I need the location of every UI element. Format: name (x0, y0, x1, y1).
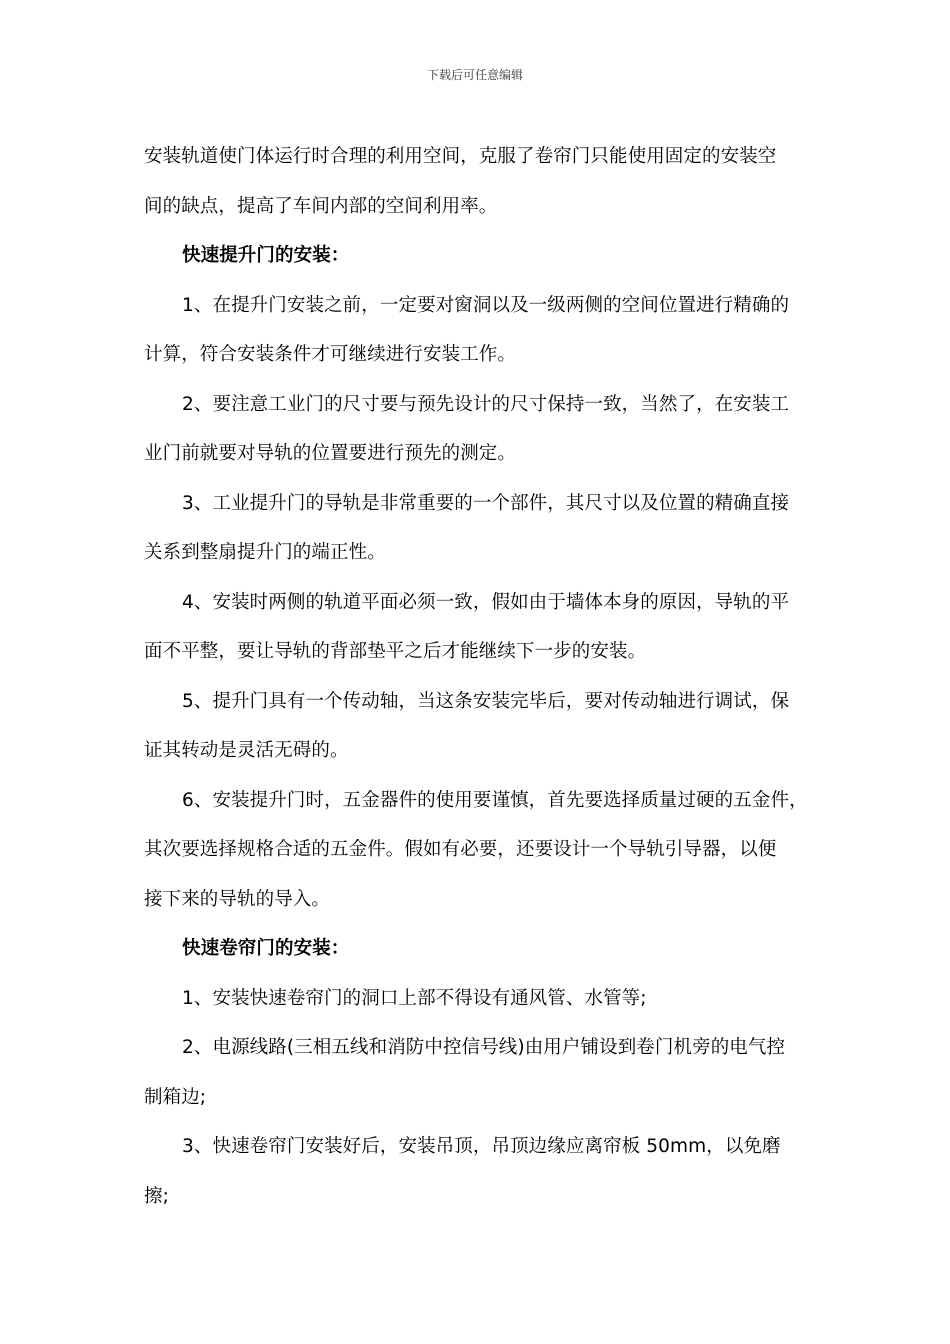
list-item-lift-5: 5、提升门具有一个传动轴，当这条安装完毕后，要对传动轴进行调试，保 (182, 690, 790, 712)
list-item-lift-3: 3、工业提升门的导轨是非常重要的一个部件，其尺寸以及位置的精确直接 (182, 492, 790, 514)
text-line: 业门前就要对导轨的位置要进行预先的测定。 (144, 443, 517, 464)
text-line: 间的缺点，提高了车间内部的空间利用率。 (144, 195, 498, 217)
section-heading-lift-door: 快速提升门的安装： (182, 245, 350, 266)
text-line: 证其转动是灵活无碍的。 (144, 740, 349, 761)
page-header-watermark: 下载后可任意编辑 (426, 68, 523, 82)
text-line: 其次要选择规格合适的五金件。假如有必要，还要设计一个导轨引导器，以便 (144, 839, 777, 860)
text-line: 制箱边; (144, 1086, 207, 1108)
list-item-lift-6: 6、安装提升门时，五金器件的使用要谨慎，首先要选择质量过硬的五金件， (182, 789, 808, 811)
text-line: 擦; (144, 1185, 169, 1207)
list-item-rolling-1: 1、安装快速卷帘门的洞口上部不得设有通风管、水管等; (182, 987, 647, 1009)
text-line: 面不平整，要让导轨的背部垫平之后才能继续下一步的安装。 (144, 641, 647, 662)
document-body (144, 132, 816, 1221)
list-item-lift-2: 2、要注意工业门的尺寸要与预先设计的尺寸保持一致，当然了，在安装工 (182, 393, 790, 415)
list-item-lift-1: 1、在提升门安装之前，一定要对窗洞以及一级两侧的空间位置进行精确的 (182, 294, 790, 316)
text-line: 关系到整扇提升门的端正性。 (144, 542, 386, 563)
list-item-rolling-3: 3、快速卷帘门安装好后，安装吊顶，吊顶边缘应离帘板 50mm，以免磨 (182, 1136, 781, 1157)
text-line: 安装轨道使门体运行时合理的利用空间，克服了卷帘门只能使用固定的安装空 (144, 146, 777, 167)
list-item-rolling-2: 2、电源线路(三相五线和消防中控信号线)由用户铺设到卷门机旁的电气控 (182, 1037, 786, 1058)
list-item-lift-4: 4、安装时两侧的轨道平面必须一致，假如由于墙体本身的原因，导轨的平 (182, 591, 790, 613)
text-line: 接下来的导轨的导入。 (144, 888, 331, 910)
section-heading-rolling-door: 快速卷帘门的安装： (182, 938, 350, 959)
text-line: 计算，符合安装条件才可继续进行安装工作。 (144, 344, 517, 365)
